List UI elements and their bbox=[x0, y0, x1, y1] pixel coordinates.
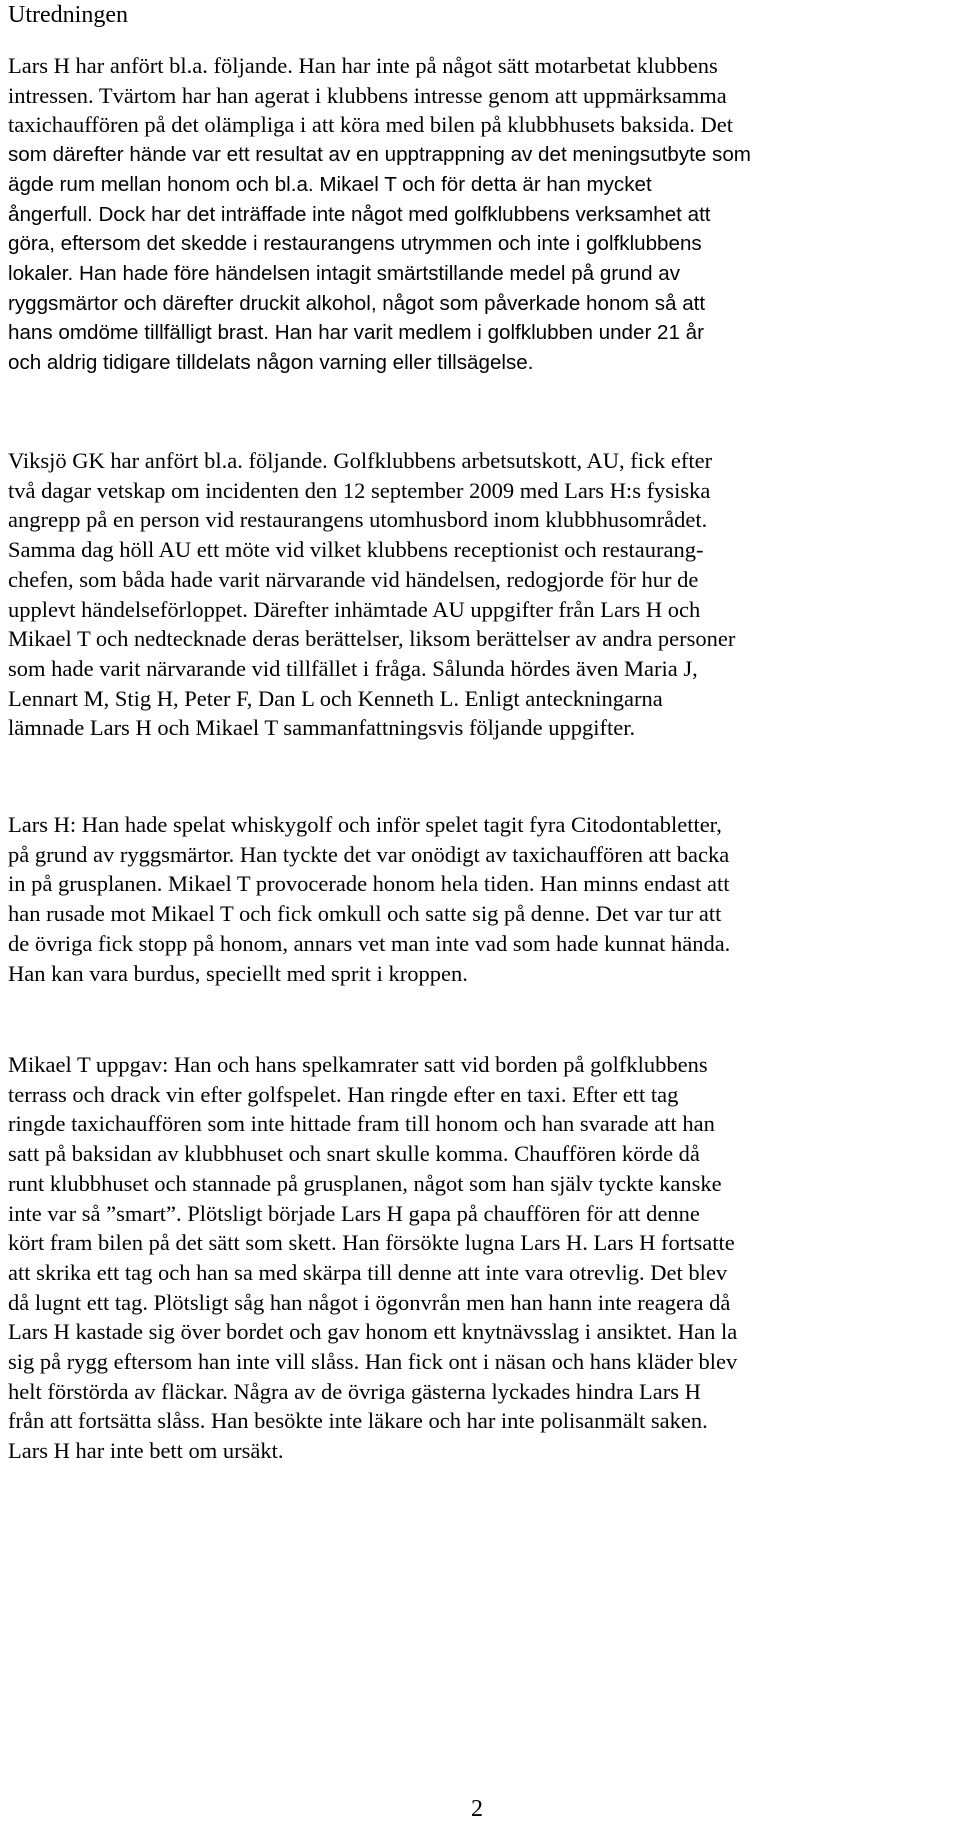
text-line: intressen. Tvärtom har han agerat i klubbens intresse genom att uppmärksamma bbox=[8, 82, 727, 108]
paragraph-viksjo-gk-statement bbox=[8, 446, 952, 743]
text-line: upplevt händelseförloppet. Därefter inhämtade AU uppgifter från Lars H och bbox=[8, 596, 701, 622]
text-line: lämnade Lars H och Mikael T sammanfattningsvis följande uppgifter. bbox=[8, 715, 636, 741]
text-line: in på grusplanen. Mikael T provocerade honom hela tiden. Han minns endast att bbox=[8, 871, 730, 897]
text-line: satt på baksidan av klubbhuset och snart skulle komma. Chauffören körde då bbox=[8, 1141, 700, 1167]
text-line: och aldrig tidigare tilldelats någon varning eller tillsägelse. bbox=[8, 351, 534, 375]
paragraph-lars-h-account bbox=[8, 810, 952, 988]
text-line: från att fortsätta slåss. Han besökte inte läkare och har inte polisanmält saken. bbox=[8, 1408, 708, 1434]
text-line: som därefter hände var ett resultat av en upptrappning av det meningsutbyte som bbox=[8, 143, 751, 167]
text-line: sig på rygg eftersom han inte vill slåss. Han fick ont i näsan och hans kläder blev bbox=[8, 1349, 738, 1375]
text-line: ryggsmärtor och därefter druckit alkohol, något som påverkade honom så att bbox=[8, 291, 706, 315]
text-line: Han kan vara burdus, speciellt med sprit i kroppen. bbox=[8, 960, 468, 986]
text-line: två dagar vetskap om incidenten den 12 september 2009 med Lars H:s fysiska bbox=[8, 477, 711, 503]
page-number: 2 bbox=[471, 1796, 483, 1822]
text-line: terrass och drack vin efter golfspelet. Han ringde efter en taxi. Efter ett tag bbox=[8, 1081, 679, 1107]
text-line: runt klubbhuset och stannade på grusplanen, något som han själv tyckte kanske bbox=[8, 1170, 722, 1196]
text-line: Samma dag höll AU ett möte vid vilket klubbens receptionist och restaurang- bbox=[8, 537, 704, 563]
text-line: ångerfull. Dock har det inträffade inte något med golfklubbens verksamhet att bbox=[8, 202, 711, 226]
text-line: Mikael T uppgav: Han och hans spelkamrater satt vid borden på golfklubbens bbox=[8, 1052, 708, 1077]
text-line: ägde rum mellan honom och bl.a. Mikael T och för detta är han mycket bbox=[8, 172, 652, 196]
text-line: inte var så ”smart”. Plötsligt började Lars H gapa på chauffören för att denne bbox=[8, 1200, 700, 1226]
paragraph-lars-h-statement bbox=[8, 51, 952, 378]
text-line: angrepp på en person vid restaurangens utomhusbord inom klubbhusområdet. bbox=[8, 507, 708, 533]
text-line: Mikael T och nedtecknade deras berättelser, liksom berättelser av andra personer bbox=[8, 626, 736, 652]
paragraph-mikael-t-account bbox=[8, 1050, 952, 1466]
section-heading: Utredningen bbox=[8, 2, 128, 28]
text-line: ringde taxichauffören som inte hittade fram till honom och han svarade att han bbox=[8, 1111, 715, 1137]
text-line: på grund av ryggsmärtor. Han tyckte det var onödigt av taxichauffören att backa bbox=[8, 841, 730, 867]
text-line: då lugnt ett tag. Plötsligt såg han något i ögonvrån men han hann inte reagera då bbox=[8, 1289, 731, 1315]
text-line: Lars H har inte bett om ursäkt. bbox=[8, 1438, 284, 1464]
text-line: han rusade mot Mikael T och fick omkull och satte sig på denne. Det var tur att bbox=[8, 901, 722, 927]
text-line: de övriga fick stopp på honom, annars vet man inte vad som hade kunnat hända. bbox=[8, 930, 731, 956]
text-line: taxichauffören på det olämpliga i att köra med bilen på klubbhusets baksida. Det bbox=[8, 112, 733, 138]
text-line: helt förstörda av fläckar. Några av de övriga gästerna lyckades hindra Lars H bbox=[8, 1378, 701, 1404]
text-line: Lennart M, Stig H, Peter F, Dan L och Kenneth L. Enligt anteckningarna bbox=[8, 685, 663, 711]
text-line: chefen, som båda hade varit närvarande vid händelsen, redogjorde för hur de bbox=[8, 566, 699, 592]
text-line: Lars H har anfört bl.a. följande. Han har inte på något sätt motarbetat klubbens bbox=[8, 53, 718, 78]
text-line: Viksjö GK har anfört bl.a. följande. Golfklubbens arbetsutskott, AU, fick efter bbox=[8, 448, 713, 473]
text-line: lokaler. Han hade före händelsen intagit smärtstillande medel på grund av bbox=[8, 261, 681, 285]
text-line: kört fram bilen på det sätt som skett. Han försökte lugna Lars H. Lars H fortsatte bbox=[8, 1230, 735, 1256]
text-line: hans omdöme tillfälligt brast. Han har varit medlem i golfklubben under 21 år bbox=[8, 321, 704, 345]
text-line: som hade varit närvarande vid tillfället i fråga. Sålunda hördes även Maria J, bbox=[8, 655, 698, 681]
text-line: Lars H: Han hade spelat whiskygolf och inför spelet tagit fyra Citodontabletter, bbox=[8, 812, 722, 837]
text-line: att skrika ett tag och han sa med skärpa till denne att inte vara otrevlig. Det blev bbox=[8, 1259, 728, 1285]
text-line: Lars H kastade sig över bordet och gav honom ett knytnävsslag i ansiktet. Han la bbox=[8, 1319, 738, 1345]
text-line: göra, eftersom det skedde i restaurangens utrymmen och inte i golfklubbens bbox=[8, 232, 702, 256]
